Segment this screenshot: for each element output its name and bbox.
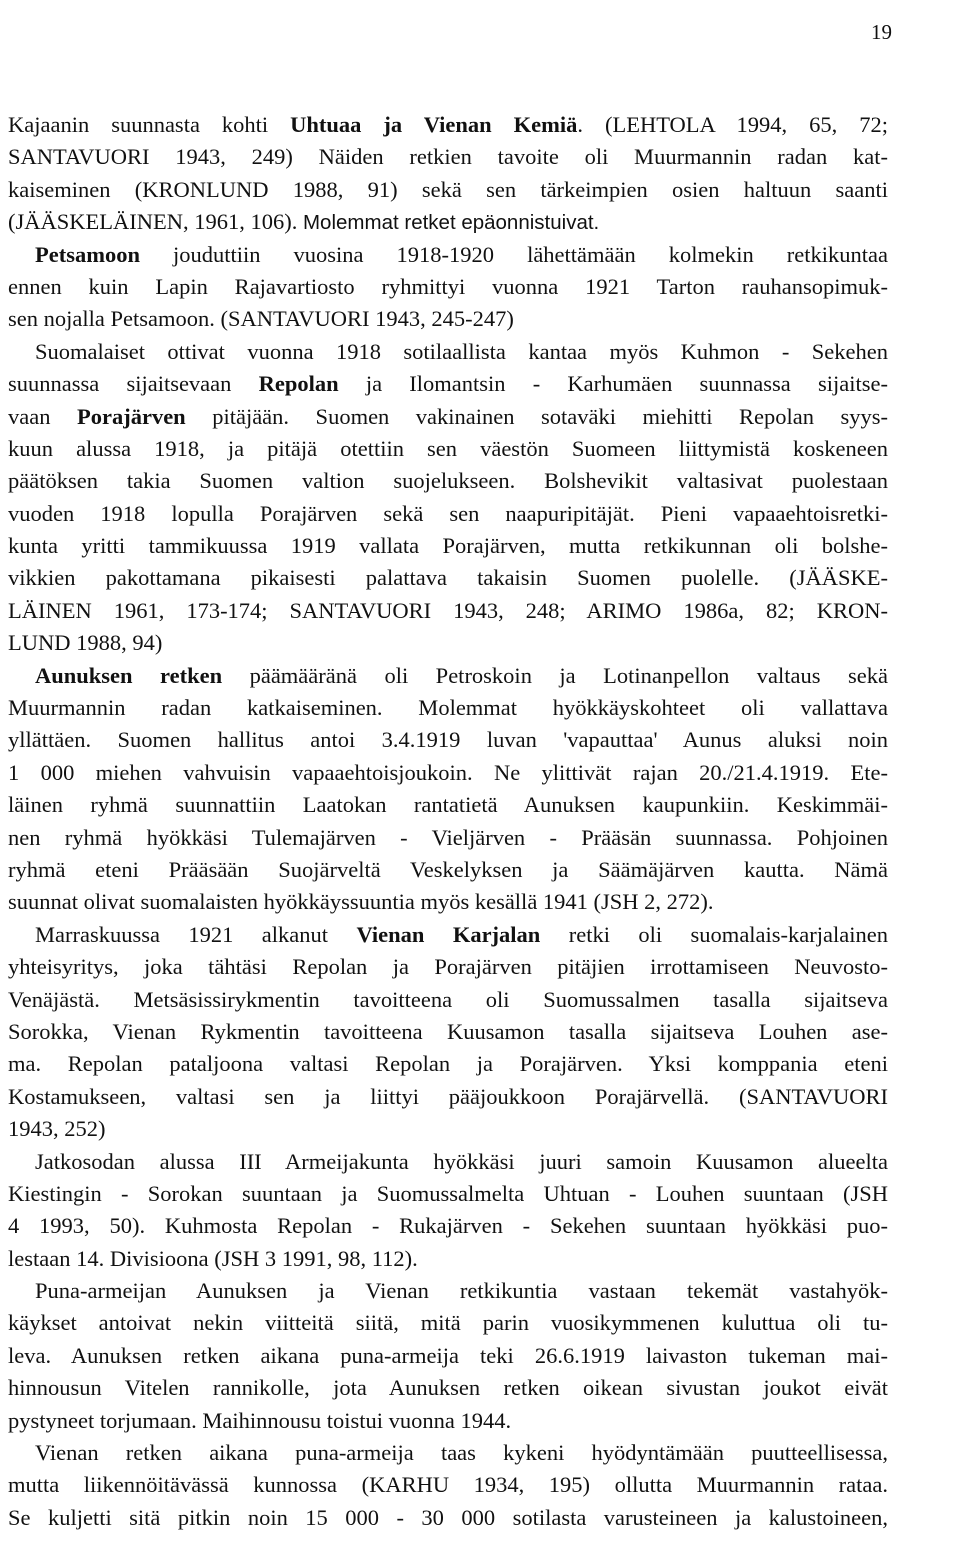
text-line: 4 1993, 50). Kuhmosta Repolan - Rukajärven - Sekehen suuntaan hyökkäsi puo- xyxy=(8,1213,888,1239)
bold-term: Aunuksen retken xyxy=(35,662,223,688)
text-line: hinnousun Vitelen rannikolle, jota Aunuksen retken oikean sivustan joukot eivät xyxy=(8,1375,888,1401)
text-line: yhteisyritys, joka tähtäsi Repolan ja Porajärven pitäjien irrottamiseen Neuvosto- xyxy=(8,954,888,980)
text-line: vikkien pakottamana pikaisesti palattava takaisin Suomen puolelle. (JÄÄSKE- xyxy=(8,565,888,591)
text-line: Petsamoon jouduttiin vuosina 1918-1920 lähettämään kolmekin retkikuntaa xyxy=(35,241,888,267)
text-line: sen nojalla Petsamoon. (SANTAVUORI 1943, 245-247) xyxy=(8,306,514,332)
text-line: kunta yritti tammikuussa 1919 vallata Porajärven, mutta retkikunnan oli bolshe- xyxy=(8,533,888,559)
text-line: Se kuljetti sitä pitkin noin 15 000 - 30 000 sotilasta varusteineen ja kalustoineen, xyxy=(8,1504,888,1530)
bold-term: Porajärven xyxy=(76,403,186,429)
text-line: ryhmä eteni Prääsään Suojärveltä Veskelyksen ja Säämäjärven kautta. Nämä xyxy=(8,856,888,882)
text-line: Venäjästä. Metsäsissirykmentin tavoitteena oli Suomussalmen tasalla sijaitseva xyxy=(8,986,888,1012)
text-line: Puna-armeijan Aunuksen ja Vienan retkikuntia vastaan tekemät vastahyök- xyxy=(35,1278,888,1304)
text-line: 1943, 252) xyxy=(8,1116,106,1142)
text-line: suunnassa sijaitsevaan Repolan ja Ilomantsin - Karhumäen suunnassa sijaitse- xyxy=(8,371,888,397)
sans-phrase: Molemmat retket epäonnistuivat. xyxy=(302,211,600,235)
text-line: yllättäen. Suomen hallitus antoi 3.4.1919 luvan 'vapauttaa' Aunus aluksi noin xyxy=(8,727,888,753)
text-line: läinen ryhmä suunnattiin Laatokan rantatietä Aunuksen kaupunkiin. Keskimmäi- xyxy=(8,792,888,818)
body-text xyxy=(8,109,888,1534)
text-line: Muurmannin radan katkaiseminen. Molemmat hyökkäyskohteet oli vallattava xyxy=(8,695,888,721)
text-line: käykset antoivat nekin viitteitä siitä, mitä parin vuosikymmenen kuluttua oli tu- xyxy=(8,1310,888,1336)
text-line: Kajaanin suunnasta kohti Uhtuaa ja Vienan Kemiä. (LEHTOLA 1994, 65, 72; xyxy=(8,112,888,137)
text-line: kuun alussa 1918, ja pitäjä otettiin sen väestön Suomeen liittymistä koskeneen xyxy=(8,435,888,461)
text-line: suunnat olivat suomalaisten hyökkäyssuuntia myös kesällä 1941 (JSH 2, 272). xyxy=(8,889,714,915)
text-line: kaiseminen (KRONLUND 1988, 91) sekä sen tärkeimpien osien haltuun saanti xyxy=(8,176,888,202)
page-number: 19 xyxy=(871,20,892,44)
text-line: Jatkosodan alussa III Armeijakunta hyökkäsi juuri samoin Kuusamon alueelta xyxy=(35,1148,888,1174)
text-line: Kostamukseen, valtasi sen ja liittyi pääjoukkoon Porajärvellä. (SANTAVUORI xyxy=(8,1083,888,1109)
text-line: vuoden 1918 lopulla Porajärven sekä sen naapuripitäjät. Pieni vapaaehtoisretki- xyxy=(8,500,888,526)
text-line: Vienan retken aikana puna-armeija taas kykeni hyödyntämään puutteellisessa, xyxy=(35,1440,888,1466)
text-line: päätöksen takia Suomen valtion suojelukseen. Bolshevikit valtasivat puolestaan xyxy=(8,468,888,494)
text-line: LUND 1988, 94) xyxy=(8,630,163,656)
text-line: Marraskuussa 1921 alkanut Vienan Karjalan retki oli suomalais-karjalainen xyxy=(35,921,888,947)
text-line: ma. Repolan pataljoona valtasi Repolan ja Porajärven. Yksi komppania eteni xyxy=(8,1051,888,1077)
text-line: leva. Aunuksen retken aikana puna-armeija teki 26.6.1919 laivaston tukeman mai- xyxy=(8,1342,888,1368)
text-line: SANTAVUORI 1943, 249) Näiden retkien tavoite oli Muurmannin radan kat- xyxy=(8,144,888,170)
text-line: ennen kuin Lapin Rajavartiosto ryhmittyi vuonna 1921 Tarton rauhansopimuk- xyxy=(8,273,888,299)
text-line: lestaan 14. Divisioona (JSH 3 1991, 98, 112). xyxy=(8,1245,418,1271)
bold-term: Vienan Karjalan xyxy=(356,921,541,947)
text-line: nen ryhmä hyökkäsi Tulemajärven - Vieljärven - Prääsän suunnassa. Pohjoinen xyxy=(8,824,888,850)
bold-term: Uhtuaa ja Vienan Kemiä xyxy=(290,112,578,137)
text-line: pystyneet torjumaan. Maihinnousu toistui vuonna 1944. xyxy=(8,1407,512,1433)
text-line: (JÄÄSKELÄINEN, 1961, 106). Molemmat retket epäonnistuivat. xyxy=(8,209,600,235)
bold-term: Petsamoon xyxy=(35,241,140,267)
text-line: 1 000 miehen vahvuisin vapaaehtoisjoukoin. Ne ylittivät rajan 20./21.4.1919. Ete- xyxy=(8,759,888,785)
text-line: mutta liikennöitävässä kunnossa (KARHU 1934, 195) ollutta Muurmannin rataa. xyxy=(8,1472,888,1498)
text-line: Kiestingin - Sorokan suuntaan ja Suomussalmelta Uhtuan - Louhen suuntaan (JSH xyxy=(8,1180,888,1206)
text-line: LÄINEN 1961, 173-174; SANTAVUORI 1943, 248; ARIMO 1986a, 82; KRON- xyxy=(8,597,888,623)
text-line: Aunuksen retken päämääränä oli Petroskoin ja Lotinanpellon valtaus sekä xyxy=(35,662,888,688)
bold-term: Repolan xyxy=(258,371,339,397)
text-line: Sorokka, Vienan Rykmentin tavoitteena Kuusamon tasalla sijaitseva Louhen ase- xyxy=(8,1018,888,1044)
text-line: Suomalaiset ottivat vuonna 1918 sotilaallista kantaa myös Kuhmon - Sekehen xyxy=(35,338,888,364)
text-line: vaan Porajärven pitäjään. Suomen vakinainen sotaväki miehitti Repolan syys- xyxy=(8,403,888,429)
